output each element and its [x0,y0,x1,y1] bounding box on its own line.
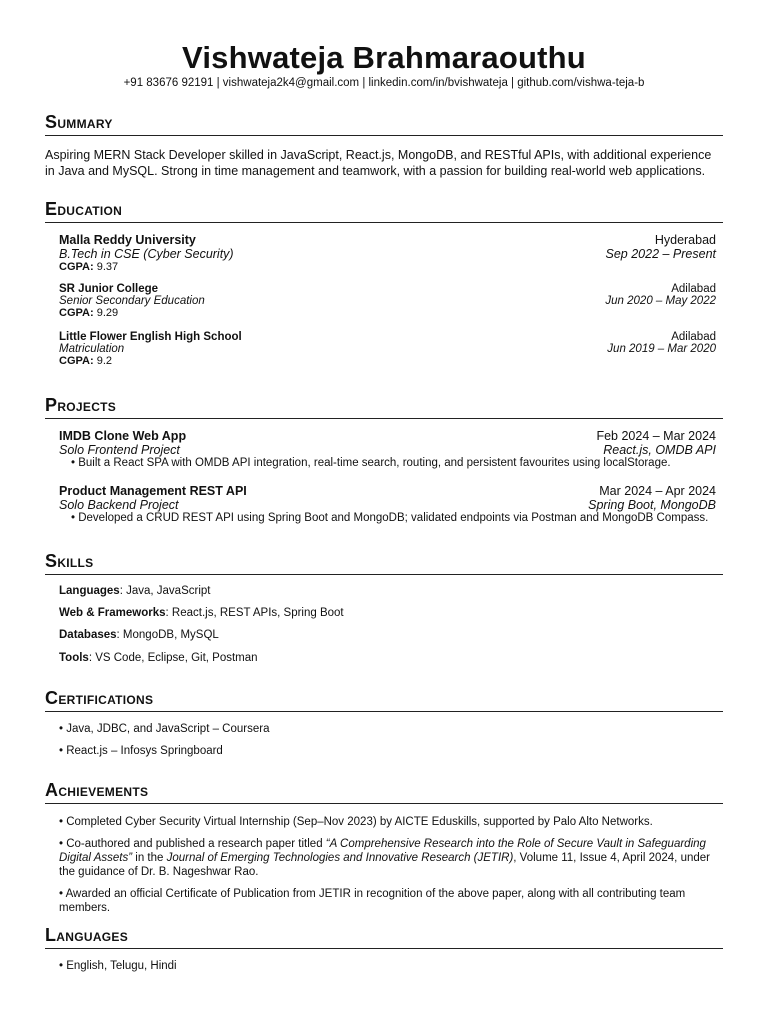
section-title-certifications: Certifications [45,688,723,712]
project-dates: Feb 2024 – Mar 2024 [596,429,716,443]
candidate-name: Vishwateja Brahmaraouthu [182,40,586,75]
gpa: CGPA: 9.2 [59,355,112,367]
section-title-projects: Projects [45,395,723,419]
education-entry [59,233,716,273]
section-title-achievements: Achievements [45,780,723,804]
skill-tools: Tools: VS Code, Eclipse, Git, Postman [59,652,258,664]
school-location: Adilabad [671,331,716,343]
school-name: Little Flower English High School [59,331,242,343]
degree: B.Tech in CSE (Cyber Security) [59,247,234,261]
project-tech: Spring Boot, MongoDB [588,498,716,512]
achievement-item: • Co-authored and published a research paper titled “A Comprehensive Research into the Role of Secure Vault in Safeguarding Digital Assets” in the Journal of Emerging Technologies and Innovative Research (JETIR), Volume 11, Issue 4, April 2024, under the guidance of Dr. B. Nageshwar Rao. [59,838,710,878]
education-entry [59,283,716,319]
edu-dates: Jun 2019 – Mar 2020 [607,343,716,355]
school-location: Adilabad [671,283,716,295]
achievement-item: • Awarded an official Certificate of Publication from JETIR in recognition of the above paper, along with all contributing team members. [59,888,686,914]
section-title-languages: Languages [45,925,723,949]
school-name: SR Junior College [59,283,159,295]
project-bullet: • Developed a CRUD REST API using Spring Boot and MongoDB; validated endpoints via Postman and MongoDB Compass. [71,512,709,524]
contact-line: +91 83676 92191 | vishwateja2k4@gmail.com | linkedin.com/in/bvishwateja | github.com/vishwa-teja-b [123,77,645,89]
achievement-item: • Completed Cyber Security Virtual Internship (Sep–Nov 2023) by AICTE Eduskills, supported by Palo Alto Networks. [59,816,653,828]
project-type: Solo Backend Project [59,498,179,512]
paper-title: “A Comprehensive Research into the Role of Secure Vault in Safeguarding Digital Assets” [59,838,706,864]
project-dates: Mar 2024 – Apr 2024 [599,484,716,498]
project-entry [59,429,716,469]
skill-languages: Languages: Java, JavaScript [59,585,211,597]
project-type: Solo Frontend Project [59,443,180,457]
certification-item: • React.js – Infosys Springboard [59,745,223,757]
project-entry [59,484,716,524]
school-name: Malla Reddy University [59,233,196,247]
project-name: Product Management REST API [59,484,247,498]
gpa: CGPA: 9.29 [59,307,119,319]
skill-databases: Databases: MongoDB, MySQL [59,629,219,641]
edu-dates: Sep 2022 – Present [605,247,716,261]
project-name: IMDB Clone Web App [59,429,187,443]
section-title-skills: Skills [45,551,723,575]
project-bullet: • Built a React SPA with OMDB API integration, real-time search, routing, and persistent favourites using localStorage. [71,457,671,469]
certification-item: • Java, JDBC, and JavaScript – Coursera [59,723,270,735]
school-location: Hyderabad [654,233,716,247]
degree: Senior Secondary Education [59,295,205,307]
gpa: CGPA: 9.37 [59,261,119,273]
summary-text: Aspiring MERN Stack Developer skilled in JavaScript, React.js, MongoDB, and RESTful APIs, with additional experience in Java and MySQL. Strong in time management and teamwork, with a passion for building real-world web applications. [45,148,712,178]
section-title-education: Education [45,199,723,223]
edu-dates: Jun 2020 – May 2022 [605,295,716,307]
skill-frameworks: Web & Frameworks: React.js, REST APIs, Spring Boot [59,607,344,619]
journal-name: Journal of Emerging Technologies and Innovative Research (JETIR) [166,852,514,864]
languages-list: • English, Telugu, Hindi [59,960,177,972]
education-entry [59,331,716,367]
section-title-summary: Summary [45,112,723,136]
project-tech: React.js, OMDB API [603,443,716,457]
degree: Matriculation [59,343,125,355]
